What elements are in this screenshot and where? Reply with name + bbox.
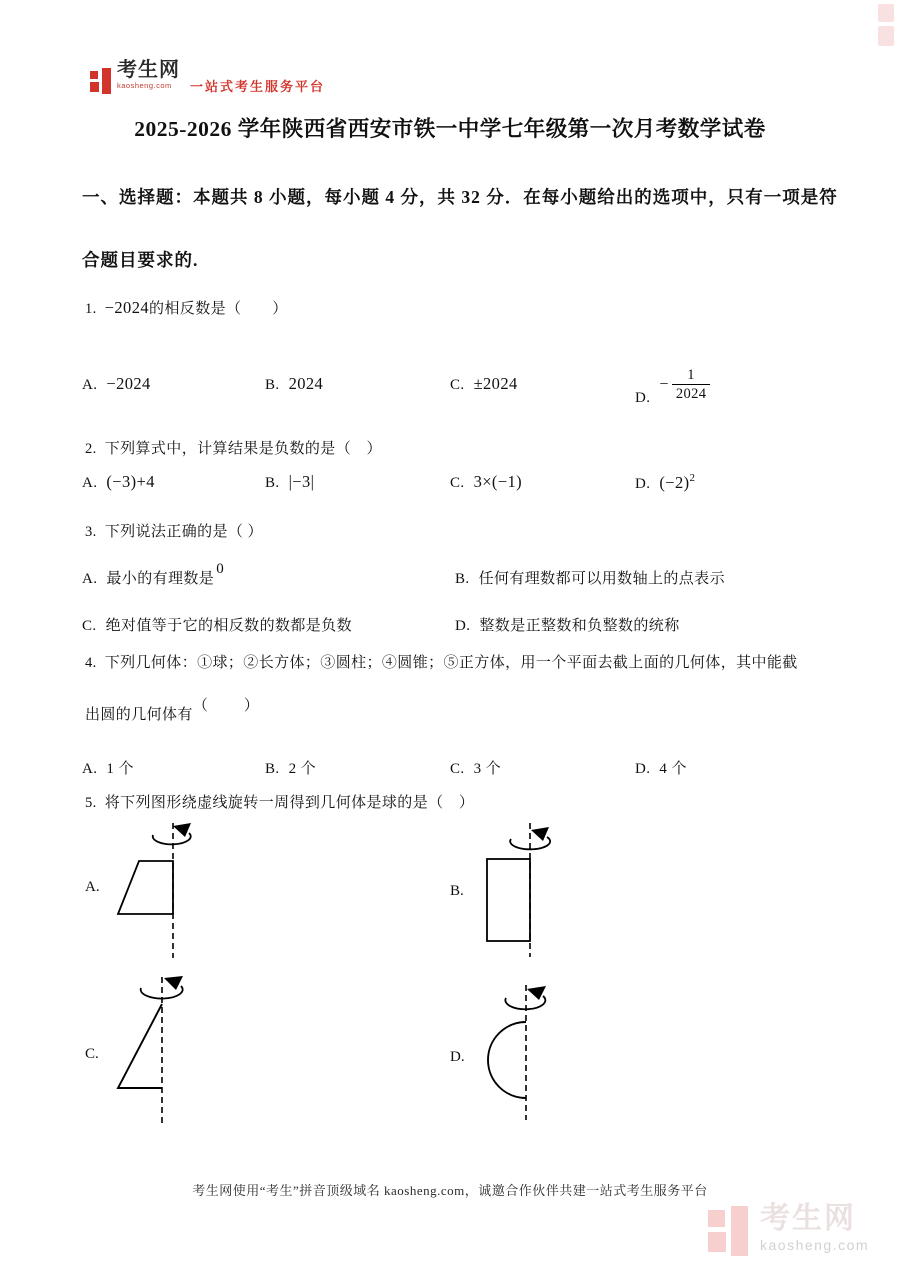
q4-option-d-value: 4 个	[659, 761, 687, 777]
q2-option-d-exponent: 2	[689, 472, 696, 484]
q3-option-b-label: B.	[455, 571, 470, 587]
q4-option-c	[450, 757, 501, 778]
q1-option-a-label: A.	[82, 377, 98, 393]
watermark-name: 考生网	[760, 1202, 856, 1235]
q4-stem-line2	[85, 698, 261, 724]
q1-option-c-value: ±2024	[473, 374, 518, 393]
q1-option-d-fraction	[659, 366, 710, 403]
q1-option-c	[450, 374, 518, 394]
q2-option-b-value: |−3|	[288, 472, 315, 491]
q5-stem-text: 将下列图形绕虚线旋转一周得到几何体是球的是（ ）	[104, 795, 475, 811]
q1-stem	[85, 297, 288, 318]
rotation-arrowhead-icon	[531, 827, 549, 841]
q3-stem-text: 下列说法正确的是（ ）	[104, 524, 263, 540]
semicircle-shape	[488, 1022, 526, 1098]
q2-option-c-label: C.	[450, 475, 465, 491]
q1-option-d-numerator: 1	[687, 367, 695, 383]
q2-option-b-label: B.	[265, 475, 280, 491]
logo-name: 考生网	[117, 59, 180, 81]
q2-option-a	[82, 472, 155, 492]
q2-stem	[85, 437, 382, 458]
logo-domain: kaosheng.com	[117, 81, 172, 90]
q3-option-c	[82, 614, 352, 635]
corner-watermark	[878, 4, 900, 50]
q5-figure-a-label: A.	[85, 879, 100, 895]
q1-option-d	[635, 367, 710, 417]
q4-stem-text1: 下列几何体：①球；②长方体；③圆柱；④圆锥；⑤正方体，用一个平面去截上面的几何体，其中能截	[104, 655, 798, 671]
q4-option-c-label: C.	[450, 761, 465, 777]
q3-option-a-value: 最小的有理数是	[106, 571, 215, 587]
logo-mark-icon	[90, 68, 112, 96]
watermark-domain: kaosheng.com	[760, 1237, 870, 1253]
q3-option-a	[82, 561, 225, 588]
q1-option-d-label: D.	[635, 390, 651, 407]
q5-stem	[85, 791, 474, 812]
q4-option-b-label: B.	[265, 761, 280, 777]
section-heading-line2: 合题目要求的.	[82, 250, 199, 270]
watermark-logo	[708, 1204, 869, 1258]
q2-option-d	[635, 472, 695, 493]
q5-figure-d	[465, 980, 595, 1125]
q3-option-a-label: A.	[82, 571, 98, 587]
q1-option-a	[82, 374, 151, 394]
q3-option-a-zero: 0	[216, 561, 225, 577]
q3-stem	[85, 520, 263, 541]
q2-stem-text: 下列算式中，计算结果是负数的是（ ）	[104, 441, 382, 457]
q2-option-d-label: D.	[635, 476, 651, 492]
q5-figure-b	[470, 820, 590, 960]
rotation-arrowhead-icon	[173, 823, 191, 837]
q5-figure-c	[100, 975, 230, 1125]
q3-option-c-value: 绝对值等于它的相反数的数都是负数	[105, 618, 352, 634]
q1-option-b	[265, 374, 323, 394]
q1-option-a-value: −2024	[106, 374, 151, 393]
q1-option-b-value: 2024	[288, 374, 324, 393]
q1-option-b-label: B.	[265, 377, 280, 393]
q3-number: 3.	[85, 524, 97, 540]
q2-number: 2.	[85, 441, 97, 457]
watermark-mark-icon	[708, 1206, 752, 1258]
q5-figure-c-label: C.	[85, 1046, 99, 1062]
q4-answer-paren: （ ）	[192, 698, 261, 714]
triangle-shape	[118, 1004, 162, 1088]
q4-number: 4.	[85, 655, 97, 671]
q5-figure-d-label: D.	[450, 1049, 465, 1065]
q2-option-a-value: (−3)+4	[106, 472, 155, 491]
q2-option-c-value: 3×(−1)	[473, 472, 523, 491]
q4-option-d-label: D.	[635, 761, 651, 777]
q4-stem-text2: 出圆的几何体有	[85, 707, 193, 723]
q5-figure-b-label: B.	[450, 883, 464, 899]
q4-option-b-value: 2 个	[288, 761, 317, 777]
trapezoid-shape	[118, 861, 173, 914]
q2-option-d-base: (−2)	[659, 473, 690, 492]
q3-option-b-value: 任何有理数都可以用数轴上的点表示	[478, 571, 725, 587]
q1-stem-text: 的相反数是（ ）	[149, 301, 288, 317]
site-logo	[90, 60, 325, 96]
q3-option-d-label: D.	[455, 618, 471, 634]
section-heading-line1: 一、选择题：本题共 8 小题，每小题 4 分，共 32 分．在每小题给出的选项中，只有一项是符	[82, 187, 838, 207]
q1-option-c-label: C.	[450, 377, 465, 393]
q1-number: 1.	[85, 301, 97, 317]
q3-option-b	[455, 567, 725, 588]
rotation-arrowhead-icon	[164, 976, 183, 990]
q3-option-c-label: C.	[82, 618, 97, 634]
rectangle-shape	[487, 859, 530, 941]
q2-option-c	[450, 472, 522, 492]
q4-stem-line1	[85, 651, 798, 672]
q1-stem-math: −2024	[104, 298, 149, 317]
q4-option-a-label: A.	[82, 761, 98, 777]
q2-option-b	[265, 472, 314, 492]
q4-option-d	[635, 757, 687, 778]
q1-option-d-denominator: 2024	[672, 384, 711, 403]
q5-figure-a	[115, 820, 235, 960]
q1-option-d-sign: −	[659, 375, 669, 393]
exam-title: 2025-2026 学年陕西省西安市铁一中学七年级第一次月考数学试卷	[134, 117, 766, 141]
q3-option-d	[455, 614, 680, 635]
q5-number: 5.	[85, 795, 97, 811]
q4-option-c-value: 3 个	[473, 761, 502, 777]
q4-option-b	[265, 757, 316, 778]
page-footer: 考生网使用“考生”拼音顶级域名 kaosheng.com，诚邀合作伙伴共建一站式考生服务平台	[192, 1183, 708, 1198]
q3-option-d-value: 整数是正整数和负整数的统称	[479, 618, 680, 634]
q4-option-a-value: 1 个	[106, 761, 134, 777]
q2-option-a-label: A.	[82, 475, 98, 491]
logo-tagline: 一站式考生服务平台	[190, 79, 326, 94]
q4-option-a	[82, 757, 134, 778]
rotation-arrowhead-icon	[527, 986, 546, 1000]
